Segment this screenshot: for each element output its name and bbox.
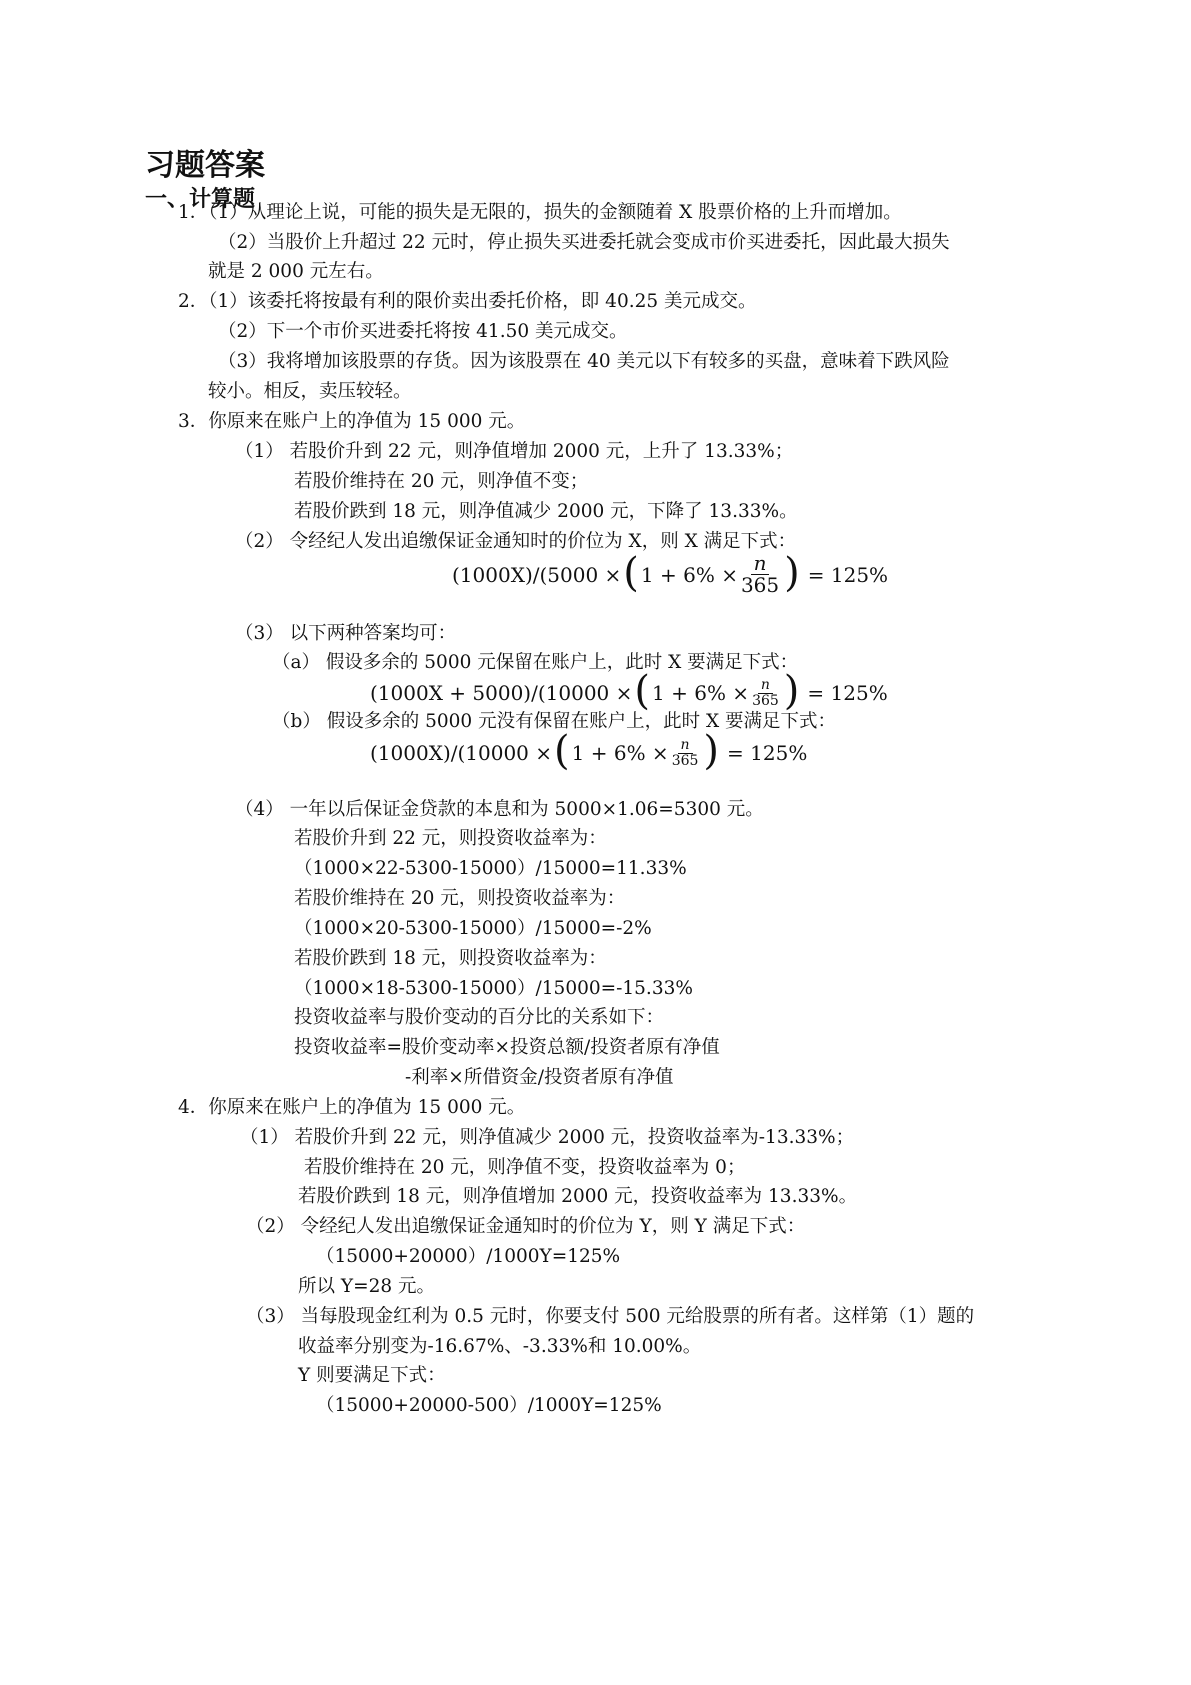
text-line: 若股价跌到 18 元，则净值增加 2000 元，投资收益率为 13.33%。 [298,1186,858,1207]
text-line: （3）我将增加该股票的存货。因为该股票在 40 美元以下有较多的买盘，意味着下跌风险 [218,351,950,372]
fraction-denominator: 365 [752,692,779,709]
text-line: Y 则要满足下式： [298,1365,446,1386]
text-line: 若股价跌到 18 元，则投资收益率为： [294,948,607,969]
text-line: 收益率分别变为-16.67%、-3.33%和 10.00%。 [298,1336,702,1357]
equation-inner: 1 + 6% × [652,681,750,705]
text-line: 2．（1）该委托将按最有利的限价卖出委托价格，即 40.25 美元成交。 [178,291,757,312]
text-line: 投资收益率=股价变动率×投资总额/投资者原有净值 [294,1037,720,1058]
text-line: 就是 2 000 元左右。 [208,261,384,282]
text-line: （b） 假设多余的 5000 元没有保留在账户上，此时 X 要满足下式： [272,711,836,732]
text-line: （1000×22-5300-15000）/15000=11.33% [294,858,687,879]
equation-inner: 1 + 6% × [640,562,738,587]
text-line: （1） 若股价升到 22 元，则净值增加 2000 元，上升了 13.33%； [235,441,794,462]
text-line: （2） 令经纪人发出追缴保证金通知时的价位为 X，则 X 满足下式： [235,531,797,552]
text-line: 若股价维持在 20 元，则净值不变； [294,471,589,492]
fraction-denominator: 365 [671,752,699,769]
text-line: 若股价升到 22 元，则投资收益率为： [294,828,607,849]
fraction-denominator: 365 [740,573,780,597]
page-title: 习题答案 [145,148,265,183]
text-line: 若股价维持在 20 元，则净值不变，投资收益率为 0； [304,1157,746,1178]
fraction-numerator: n [751,553,770,575]
text-line: （2） 令经纪人发出追缴保证金通知时的价位为 Y，则 Y 满足下式： [246,1216,806,1237]
equation-left: (1000X)/(5000 × [452,562,622,587]
equation-left: (1000X + 5000)/(10000 × [370,681,633,705]
text-line: 4．你原来在账户上的净值为 15 000 元。 [178,1097,526,1118]
equation-right: = 125% [807,562,889,587]
equation-1 [452,549,889,597]
text-line: 若股价维持在 20 元，则投资收益率为： [294,888,626,909]
equation-2 [370,668,888,714]
text-line: 较小。相反，卖压较轻。 [208,381,412,402]
equation-right: = 125% [727,741,808,765]
text-line: 所以 Y=28 元。 [298,1276,436,1297]
equation-left: (1000X)/(10000 × [370,741,553,765]
text-line: （2）当股价上升超过 22 元时，停止损失买进委托就会变成市价买进委托，因此最大损失 [218,232,950,253]
text-line: 3．你原来在账户上的净值为 15 000 元。 [178,411,526,432]
fraction [752,678,779,708]
close-paren: ) [783,668,800,714]
fraction-numerator: n [678,738,693,754]
fraction-numerator: n [758,678,773,694]
text-line: -利率×所借资金/投资者原有净值 [405,1067,674,1088]
text-line: （3） 当每股现金红利为 0.5 元时，你要支付 500 元给股票的所有者。这样第（1）题的 [246,1306,975,1327]
open-paren: ( [623,549,639,596]
text-line: （15000+20000-500）/1000Y=125% [316,1395,662,1416]
close-paren: ) [784,549,800,596]
text-line: （a） 假设多余的 5000 元保留在账户上，此时 X 要满足下式： [272,652,799,673]
text-line: （15000+20000）/1000Y=125% [316,1246,621,1267]
text-line: （2）下一个市价买进委托将按 41.50 美元成交。 [218,321,628,342]
fraction [672,738,699,768]
text-line: 1．（1）从理论上说，可能的损失是无限的，损失的金额随着 X 股票价格的上升而增加。 [178,202,902,223]
equation-3 [370,728,808,774]
text-line: （4） 一年以后保证金贷款的本息和为 5000×1.06=5300 元。 [235,799,764,820]
text-line: （1000×20-5300-15000）/15000=-2% [294,918,652,939]
close-paren: ) [703,728,720,774]
open-paren: ( [634,668,651,714]
text-line: 投资收益率与股价变动的百分比的关系如下： [294,1007,665,1028]
text-line: （1） 若股价升到 22 元，则净值减少 2000 元，投资收益率为-13.33%； [240,1127,855,1148]
text-line: 若股价跌到 18 元，则净值减少 2000 元，下降了 13.33%。 [294,501,798,522]
fraction [741,553,779,596]
equation-right: = 125% [807,681,888,705]
section-heading: 一、计算题 [145,187,256,212]
equation-inner: 1 + 6% × [571,741,669,765]
text-line: （1000×18-5300-15000）/15000=-15.33% [294,978,693,999]
text-line: （3） 以下两种答案均可： [235,623,457,644]
open-paren: ( [554,728,570,774]
